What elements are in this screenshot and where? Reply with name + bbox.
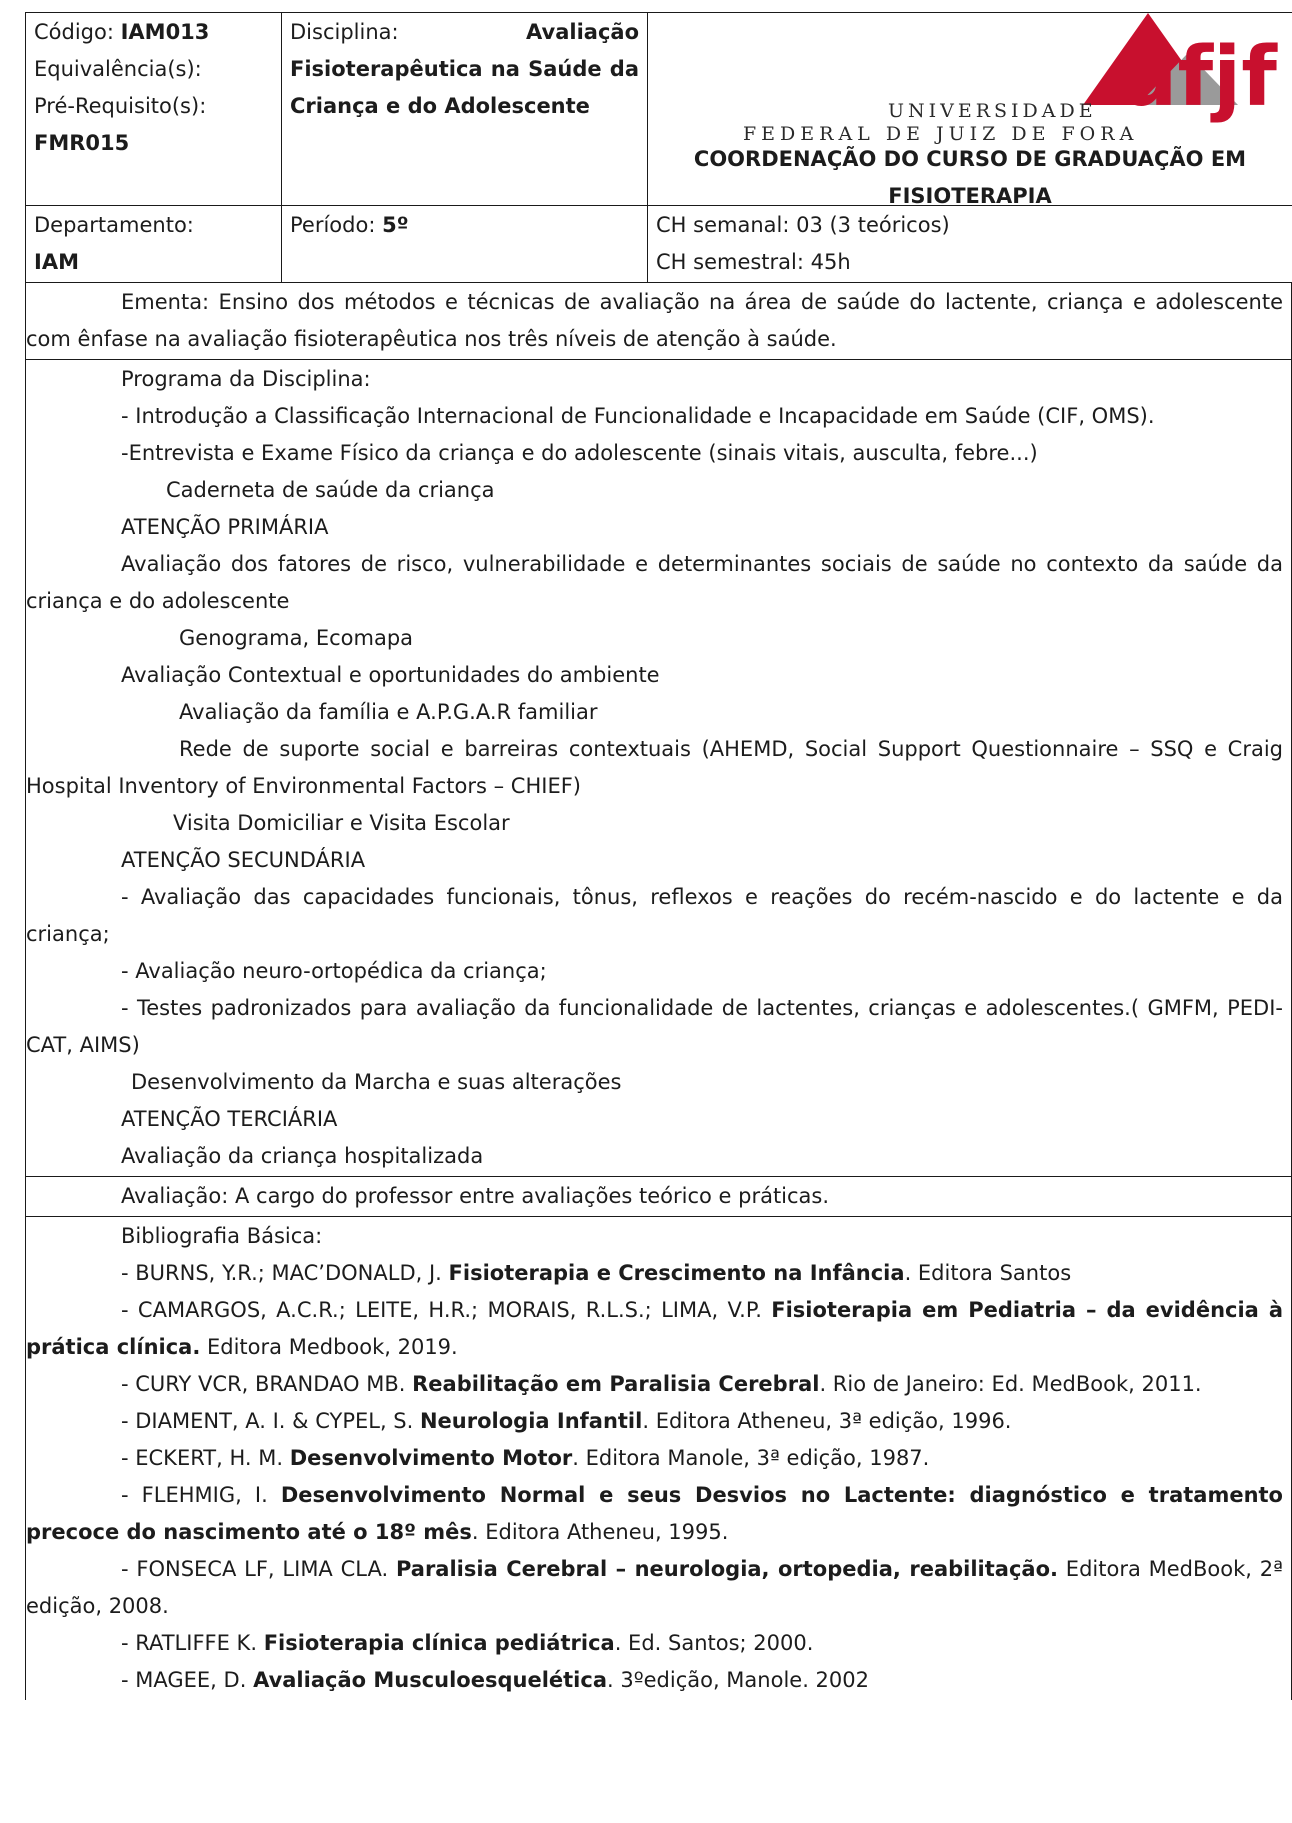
bibliografia-title: Bibliografia Básica:	[121, 1224, 323, 1248]
codigo-label: Código:	[34, 20, 121, 44]
programa-item: Caderneta de saúde da criança	[166, 478, 495, 502]
programa-item: Avaliação dos fatores de risco, vulnerabilidade e determinantes sociais de saúde no contexto da saúde da criança e do adolescente	[26, 552, 1283, 613]
ementa-text: Ementa: Ensino dos métodos e técnicas de avaliação na área de saúde do lactente, criança e adolescente com ênfase na avaliação fisioterapêutica nos três níveis de atenção à saúde.	[26, 290, 1283, 351]
logo-letters: ufjf	[1119, 30, 1277, 125]
departamento-label: Departamento:	[34, 213, 194, 237]
programa-heading-secundaria: ATENÇÃO SECUNDÁRIA	[121, 848, 366, 872]
logo-universidade: UNIVERSIDADE	[888, 100, 1097, 122]
reference-item: - ECKERT, H. M. Desenvolvimento Motor. Editora Manole, 3ª edição, 1987.	[121, 1446, 930, 1470]
bibliografia-section	[25, 1217, 1292, 1700]
document	[25, 12, 1292, 1700]
departamento-cell	[26, 206, 282, 283]
header-table	[25, 12, 1292, 283]
prerequisito-label: Pré-Requisito(s):	[34, 94, 207, 118]
programa-item: - Introdução a Classificação Internacional de Funcionalidade e Incapacidade em Saúde (CIF, OMS).	[121, 404, 1155, 428]
departamento-value: IAM	[34, 250, 79, 274]
disciplina-value: Avaliação Fisioterapêutica na Saúde da Criança e do Adolescente	[290, 20, 639, 118]
reference-item: - DIAMENT, A. I. & CYPEL, S. Neurologia Infantil. Editora Atheneu, 3ª edição, 1996.	[121, 1409, 1012, 1433]
reference-item: - CURY VCR, BRANDAO MB. Reabilitação em Paralisia Cerebral. Rio de Janeiro: Ed. MedBook, 2011.	[121, 1372, 1202, 1396]
programa-item: - Avaliação das capacidades funcionais, tônus, reflexos e reações do recém-nascido e do lactente e da criança;	[26, 885, 1283, 946]
programa-item: Avaliação Contextual e oportunidades do ambiente	[121, 663, 660, 687]
programa-section	[25, 360, 1292, 1177]
logo-federal: FEDERAL DE JUIZ DE FORA	[743, 123, 1139, 145]
programa-item: -Entrevista e Exame Físico da criança e do adolescente (sinais vitais, ausculta, febre...)	[121, 441, 1038, 465]
disciplina-label: Disciplina:	[290, 20, 399, 44]
programa-item: Genograma, Ecomapa	[179, 626, 414, 650]
reference-item: - FONSECA LF, LIMA CLA. Paralisia Cerebral – neurologia, ortopedia, reabilitação. Editora MedBook, 2ª edição, 2008.	[26, 1557, 1284, 1618]
programa-item: Rede de suporte social e barreiras contextuais (AHEMD, Social Support Questionnaire – SSQ e Craig Hospital Inventory of Environmental Factors – CHIEF)	[26, 737, 1283, 798]
reference-item: - RATLIFFE K. Fisioterapia clínica pediátrica. Ed. Santos; 2000.	[121, 1631, 814, 1655]
ementa-section	[25, 283, 1292, 360]
equivalencia-label: Equivalência(s):	[34, 57, 202, 81]
programa-item: Avaliação da família e A.P.G.A.R familiar	[179, 700, 598, 724]
codigo-value: IAM013	[120, 20, 210, 44]
programa-item: Visita Domiciliar e Visita Escolar	[173, 811, 510, 835]
programa-item: Avaliação da criança hospitalizada	[121, 1144, 484, 1168]
programa-title: Programa da Disciplina:	[121, 367, 371, 391]
programa-item: - Avaliação neuro-ortopédica da criança;	[121, 959, 547, 983]
reference-item: - BURNS, Y.R.; MAC’DONALD, J. Fisioterapia e Crescimento na Infância. Editora Santos	[121, 1261, 1072, 1285]
logo-cell	[648, 13, 1292, 206]
codigo-cell	[26, 13, 282, 206]
carga-horaria-cell	[648, 206, 1292, 283]
programa-heading-terciaria: ATENÇÃO TERCIÁRIA	[121, 1107, 338, 1131]
coordenacao-title: COORDENAÇÃO DO CURSO DE GRADUAÇÃO EM FISIOTERAPIA	[693, 147, 1247, 208]
reference-item: - CAMARGOS, A.C.R.; LEITE, H.R.; MORAIS, R.L.S.; LIMA, V.P. Fisioterapia em Pediatria – da evidência à prática clínica. Editora Medbook, 2019.	[26, 1298, 1283, 1359]
programa-heading-primaria: ATENÇÃO PRIMÁRIA	[121, 515, 329, 539]
ch-semestral: CH semestral: 45h	[656, 250, 851, 274]
periodo-value: 5º	[382, 213, 409, 237]
periodo-cell	[282, 206, 648, 283]
disciplina-cell	[282, 13, 648, 206]
ch-semanal: CH semanal: 03 (3 teóricos)	[656, 213, 950, 237]
avaliacao-section	[25, 1177, 1292, 1217]
avaliacao-text: Avaliação: A cargo do professor entre avaliações teórico e práticas.	[121, 1184, 830, 1208]
reference-item: - MAGEE, D. Avaliação Musculoesquelética. 3ºedição, Manole. 2002	[121, 1668, 869, 1692]
periodo-label: Período:	[290, 213, 383, 237]
programa-item: - Testes padronizados para avaliação da funcionalidade de lactentes, crianças e adolescentes.( GMFM, PEDI-CAT, AIMS)	[26, 996, 1283, 1057]
prerequisito-value: FMR015	[34, 131, 130, 155]
reference-item: - FLEHMIG, I. Desenvolvimento Normal e seus Desvios no Lactente: diagnóstico e tratamento precoce do nascimento até o 18º mês. Editora Atheneu, 1995.	[26, 1483, 1283, 1544]
programa-item: Desenvolvimento da Marcha e suas alterações	[131, 1070, 622, 1094]
